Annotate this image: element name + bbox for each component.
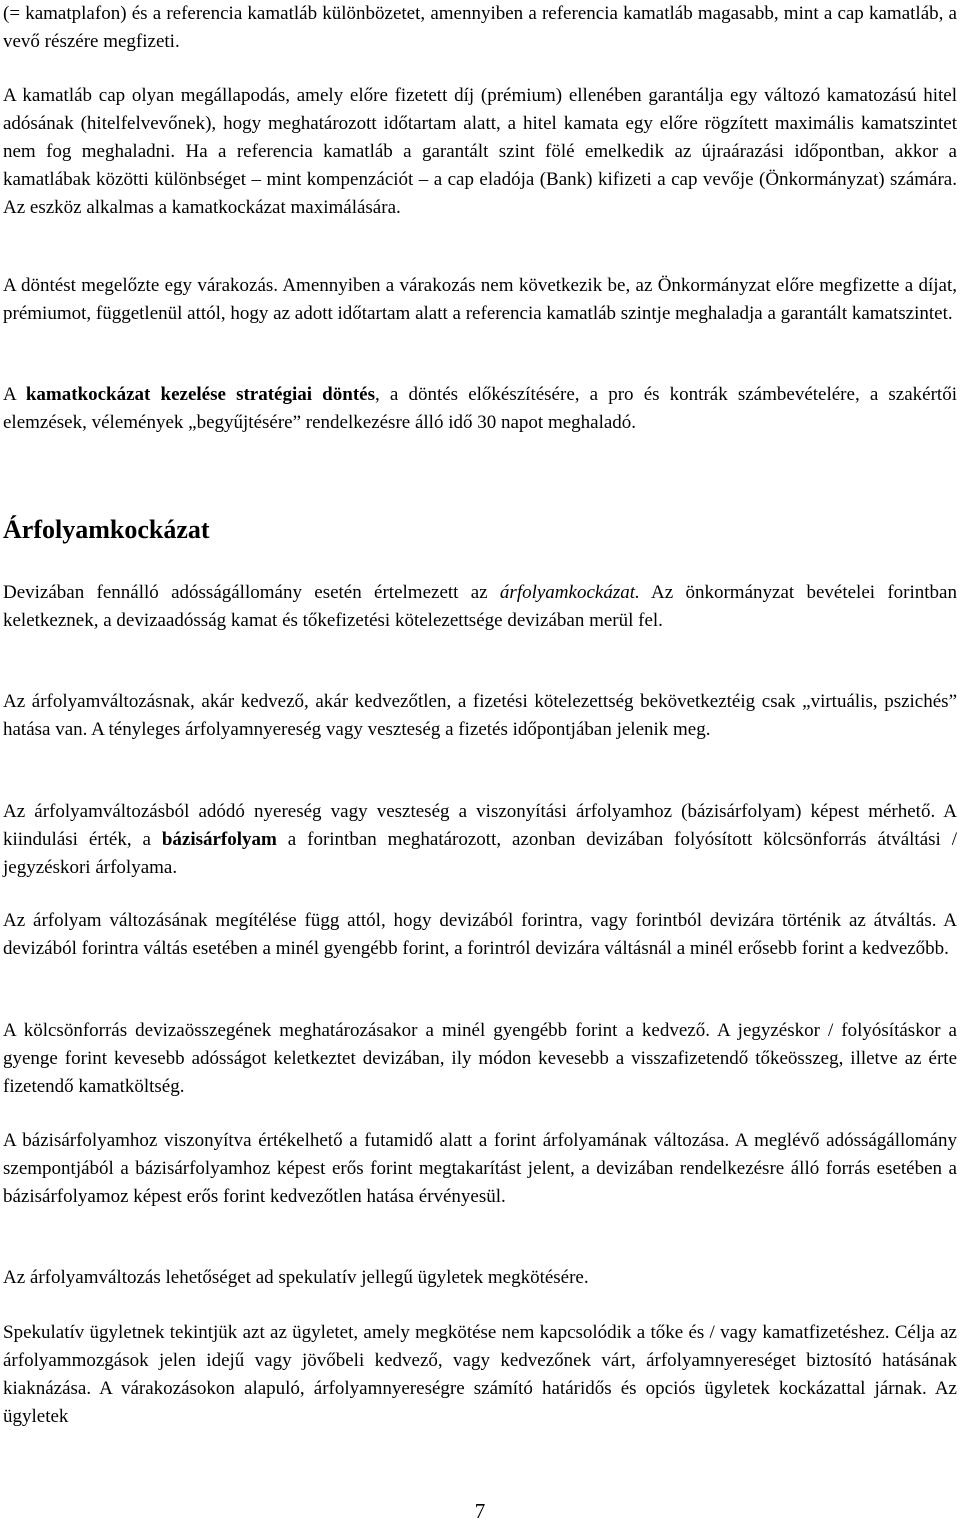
paragraph-expectation: A döntést megelőzte egy várakozás. Amennyiben a várakozás nem következik be, az Önkormányzat előre megfizette a díjat, prémiumot, függetlenül attól, hogy az adott időtartam alatt a referencia kamatláb szintje meghaladja a garantált kamatszintet. bbox=[3, 275, 957, 324]
text-run: Az árfolyamváltozásból adódó nyereség vagy veszteség a viszonyítási árfolyamhoz (bázisárfolyam) képest mérhető. A kiindulási érték, a bbox=[3, 801, 957, 850]
bold-term: bázisárfolyam bbox=[161, 829, 277, 850]
text-run: A bbox=[3, 384, 26, 405]
paragraph-loan-amount: A kölcsönforrás devizaösszegének meghatározásakor a minél gyengébb forint a kedvező. A jegyzéskor / folyósításkor a gyenge forint kevesebb adósságot keletkeztet devizában, ily módon kevesebb a visszafizetendő tőkeösszeg, illetve az érte fizetendő kamatköltség. bbox=[3, 1020, 957, 1097]
paragraph-conversion-direction: Az árfolyam változásának megítélése függ attól, hogy devizából forintra, vagy forintból devizára történik az átváltás. A devizából forintra váltás esetében a minél gyengébb forint, a forintról devizára váltásnál a minél erősebb forint a kedvezőbb. bbox=[3, 910, 957, 959]
paragraph-cap-payment: (= kamatplafon) és a referencia kamatláb különbözetet, amennyiben a referencia kamatláb magasabb, mint a cap kamatláb, a vevő részére megfizeti. bbox=[3, 3, 957, 52]
paragraph-virtual-effect: Az árfolyamváltozásnak, akár kedvező, akár kedvezőtlen, a fizetési kötelezettség bekövetkeztéig csak „virtuális, pszichés” hatása van. A tényleges árfolyamnyereség vagy veszteség a fizetés időpontjában jelenik meg. bbox=[3, 691, 957, 740]
paragraph-fx-risk-intro bbox=[3, 579, 957, 635]
paragraph-term-valuation: A bázisárfolyamhoz viszonyítva értékelhető a futamidő alatt a forint árfolyamának változása. A meglévő adósságállomány szempontjából a bázisárfolyamhoz képest erős forint megtakarítást jelent, a devizában rendelkezésre álló forrás esetében a bázisárfolyamoz képest erős forint kedvezőtlen hatása érvényesül. bbox=[3, 1130, 957, 1207]
italic-term: árfolyamkockázat. bbox=[499, 582, 640, 603]
text-run: Az önkormányzat bevételei forintban keletkeznek, a devizaadósság kamat és tőkefizetési kötelezettsége devizában merül fel. bbox=[3, 582, 957, 631]
bold-phrase: kamatkockázat kezelése stratégiai döntés bbox=[25, 384, 375, 405]
paragraph-cap-definition: A kamatláb cap olyan megállapodás, amely előre fizetett díj (prémium) ellenében garantálja egy változó kamatozású hitel adósának (hitelfelvevőnek), hogy meghatározott időtartam alatt, a hitel kamata egy előre rögzített maximális kamatszintet nem fog meghaladni. Ha a referencia kamatláb a garantált szint fölé emelkedik az újraárazási időpontban, akkor a kamatlábak közötti különbséget – mint kompenzációt – a cap eladója (Bank) kifizeti a cap vevője (Önkormányzat) számára. Az eszköz alkalmas a kamatkockázat maximálására. bbox=[3, 85, 957, 218]
paragraph-strategic-decision bbox=[3, 381, 957, 437]
text-run: a forintban meghatározott, azonban devizában folyósított kölcsönforrás átváltási / jegyzéskori árfolyama. bbox=[3, 829, 957, 878]
paragraph-base-rate bbox=[3, 798, 957, 882]
page-number: 7 bbox=[474, 1499, 486, 1523]
paragraph-speculative-deals: Spekulatív ügyletnek tekintjük azt az ügyletet, amely megkötése nem kapcsolódik a tőke és / vagy kamatfizetéshez. Célja az árfolyammozgások jelen idejű vagy jövőbeli kedvező, vagy kedvezőnek várt, árfolyamnyereséget biztosító hatásának kiaknázása. A várakozásokon alapuló, árfolyamnyereségre számító határidős és opciós ügyletek kockázattal járnak. Az ügyletek bbox=[3, 1322, 957, 1427]
paragraph-speculation-intro: Az árfolyamváltozás lehetőséget ad spekulatív jellegű ügyletek megkötésére. bbox=[3, 1267, 589, 1288]
text-run: Devizában fennálló adósságállomány esetén értelmezett az bbox=[3, 582, 500, 603]
text-run: , a döntés előkészítésére, a pro és kontrák számbevételére, a szakértői elemzések, vélemények „begyűjtésére” rendelkezésre álló idő 30 napot meghaladó. bbox=[3, 384, 957, 433]
section-heading: Árfolyamkockázat bbox=[3, 515, 210, 544]
